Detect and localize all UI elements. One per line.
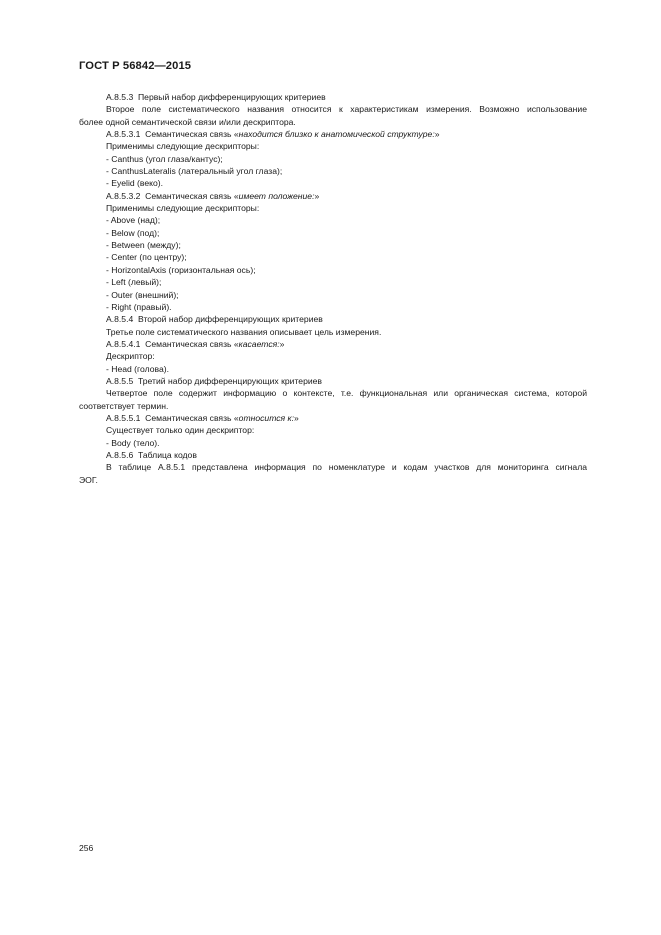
list-item: - Below (под);: [106, 227, 160, 238]
relation-name: находится близко к анатомической структуре:: [238, 129, 435, 140]
section-heading-a8-5-5: A.8.5.5 Третий набор дифференцирующих критериев: [106, 375, 322, 386]
list-item: - Canthus (угол глаза/кантус);: [106, 153, 223, 164]
closing-quote: »: [293, 412, 299, 423]
list-item: - Outer (внешний);: [106, 289, 179, 300]
subsection-heading-a8-5-4-1: [79, 338, 587, 350]
list-item: - Center (по центру);: [106, 252, 187, 263]
paragraph-line: ЭОГ.: [79, 474, 98, 485]
descriptor-intro: Применимы следующие дескрипторы:: [106, 141, 260, 152]
descriptor-intro: Применимы следующие дескрипторы:: [106, 203, 260, 214]
closing-quote: »: [314, 190, 320, 201]
heading-text: A.8.5.5.1 Семантическая связь «: [106, 412, 239, 423]
section-heading-a8-5-3: A.8.5.3 Первый набор дифференцирующих критериев: [106, 92, 326, 102]
page-number: 256: [79, 843, 94, 853]
list-item: - Head (голова).: [106, 363, 169, 374]
closing-quote: »: [434, 129, 440, 140]
subsection-heading-a8-5-3-2: [79, 190, 587, 202]
paragraph-line: Четвертое поле содержит информацию о контексте, т.е. функциональная или органическая система, которой: [106, 388, 587, 399]
heading-text: A.8.5.3.2 Семантическая связь «: [106, 190, 239, 201]
relation-name: относится к:: [238, 412, 294, 423]
paragraph-line: Второе поле систематического названия относится к характеристикам измерения. Возможно использование: [106, 104, 587, 115]
list-item: - Body (тело).: [106, 437, 160, 448]
list-item: - Eyelid (веко).: [106, 178, 164, 189]
paragraph-line: Третье поле систематического названия описывает цель измерения.: [106, 326, 382, 337]
relation-name: имеет положение:: [238, 190, 315, 201]
section-heading-a8-5-6: A.8.5.6 Таблица кодов: [106, 449, 197, 460]
list-item: - CanthusLateralis (латеральный угол глаза);: [106, 166, 283, 177]
heading-text: A.8.5.4.1 Семантическая связь «: [106, 338, 239, 349]
document-body: [79, 91, 587, 486]
list-item: - Above (над);: [106, 215, 161, 226]
closing-quote: »: [279, 338, 285, 349]
list-item: - HorizontalAxis (горизонтальная ось);: [106, 264, 256, 275]
heading-text: A.8.5.3.1 Семантическая связь «: [106, 129, 239, 140]
section-heading-a8-5-4: A.8.5.4 Второй набор дифференцирующих критериев: [106, 314, 323, 325]
list-item: - Right (правый).: [106, 301, 172, 312]
list-item: - Left (левый);: [106, 277, 162, 288]
descriptor-intro: Дескриптор:: [106, 351, 155, 362]
subsection-heading-a8-5-3-1: [79, 128, 587, 140]
descriptor-intro: Существует только один дескриптор:: [106, 425, 255, 436]
subsection-heading-a8-5-5-1: [79, 412, 587, 424]
list-item: - Between (между);: [106, 240, 181, 251]
relation-name: касается:: [238, 338, 280, 349]
paragraph-line: В таблице А.8.5.1 представлена информация по номенклатуре и кодам участков для мониторинга сигнала: [106, 462, 587, 473]
document-standard-code: ГОСТ Р 56842—2015: [79, 60, 192, 72]
paragraph-line: соответствует термин.: [79, 400, 169, 411]
paragraph-line: более одной семантической связи и/или дескриптора.: [79, 116, 296, 127]
